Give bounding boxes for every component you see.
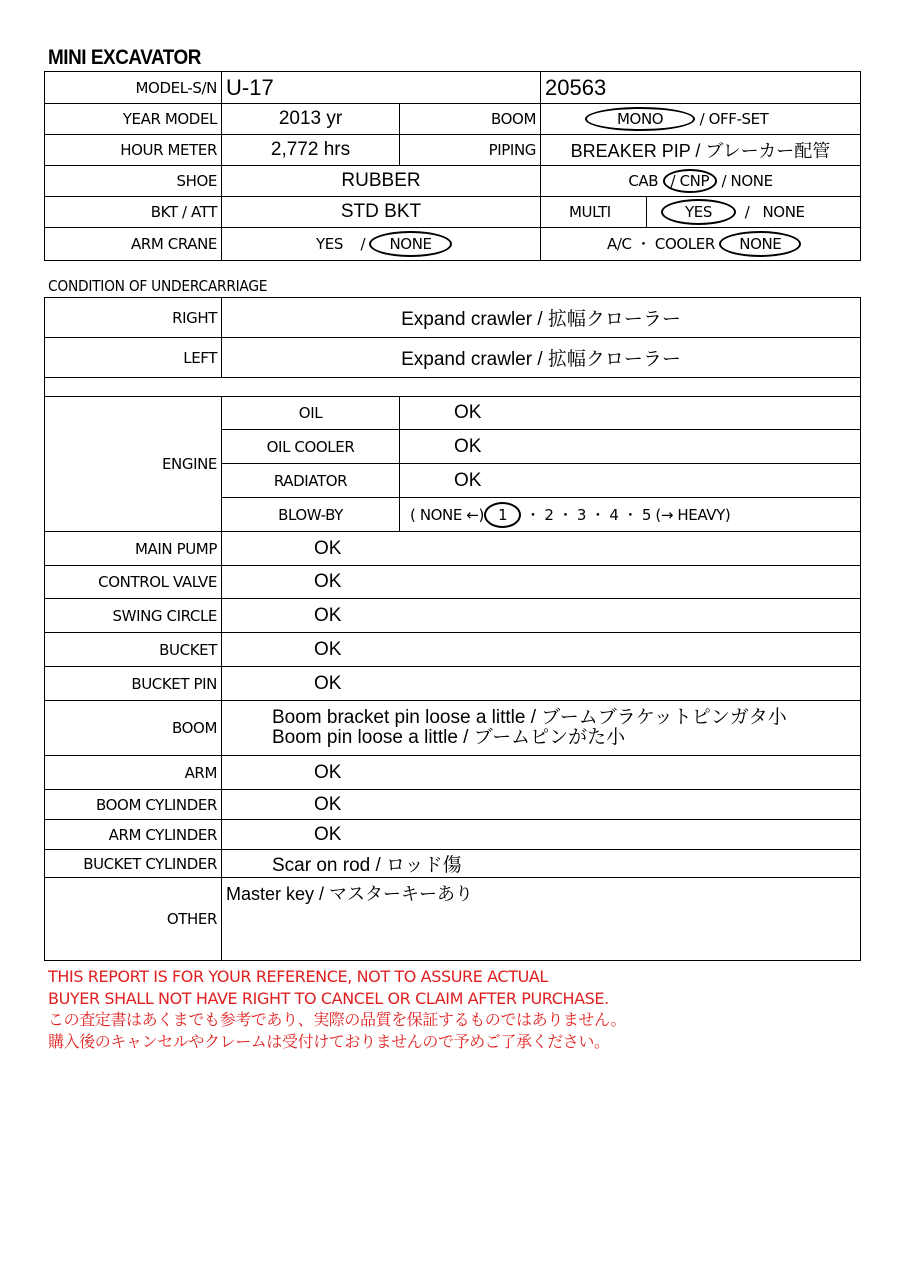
arm-cylinder-label: ARM CYLINDER [45, 820, 222, 850]
ac-label: A/C ・ COOLER [607, 235, 715, 253]
disclaimer-line-2: BUYER SHALL NOT HAVE RIGHT TO CANCEL OR CLAIM AFTER PURCHASE. [48, 988, 609, 1008]
bucket-pin-label: BUCKET PIN [45, 667, 222, 701]
main-pump-label: MAIN PUMP [45, 532, 222, 566]
arm-crane-sep: / [360, 235, 366, 253]
ac-none-selected: NONE [719, 231, 801, 257]
bkt-label: BKT / ATT [45, 197, 222, 228]
piping-label: PIPING [400, 135, 541, 166]
boom-label: BOOM [45, 701, 222, 756]
oil-label: OIL [222, 397, 400, 430]
cab-option: CAB [628, 172, 659, 190]
disclaimer [48, 966, 626, 1052]
blowby-rest: ・ 2 ・ 3 ・ 4 ・ 5 (→ HEAVY) [525, 505, 731, 524]
other-value: Master key / マスターキーあり [222, 878, 861, 961]
boom-type-label: BOOM [400, 104, 541, 135]
cab-options [541, 166, 861, 197]
arm-crane-yes-option: YES [316, 235, 343, 253]
arm-crane-label: ARM CRANE [45, 228, 222, 261]
arm-value: OK [222, 756, 861, 790]
boom-notes [222, 701, 861, 756]
oil-cooler-value: OK [400, 430, 861, 464]
bkt-value: STD BKT [222, 197, 541, 228]
oil-cooler-label: OIL COOLER [222, 430, 400, 464]
boom-note-1: Boom bracket pin loose a little / ブームブラケットピンガタ小 [272, 707, 787, 728]
boom-type-options [541, 104, 861, 135]
bucket-cylinder-label: BUCKET CYLINDER [45, 850, 222, 878]
spec-table [44, 71, 861, 261]
piping-value: BREAKER PIP / ブレーカー配管 [541, 135, 861, 166]
arm-crane-none-selected: NONE [369, 231, 451, 257]
hour-value: 2,772 hrs [222, 135, 400, 166]
boom-mono-selected: MONO [585, 107, 695, 131]
bucket-label: BUCKET [45, 633, 222, 667]
arm-crane-options [222, 228, 541, 261]
blowby-none: ( NONE ←) [410, 505, 484, 524]
left-value: Expand crawler / 拡幅クローラー [222, 338, 861, 378]
bucket-cylinder-value: Scar on rod / ロッド傷 [222, 850, 861, 878]
condition-table [44, 297, 861, 961]
bucket-pin-value: OK [222, 667, 861, 701]
arm-label: ARM [45, 756, 222, 790]
swing-circle-label: SWING CIRCLE [45, 599, 222, 633]
right-value: Expand crawler / 拡幅クローラー [222, 298, 861, 338]
other-label: OTHER [45, 878, 222, 961]
serial-value: 20563 [541, 72, 861, 104]
disclaimer-line-3: この査定書はあくまでも参考であり、実際の品質を保証するものではありません。 [48, 1010, 627, 1029]
multi-options [647, 197, 861, 228]
shoe-value: RUBBER [222, 166, 541, 197]
disclaimer-line-4: 購入後のキャンセルやクレームは受付けておりませんので予めご了承ください。 [48, 1031, 610, 1051]
arm-cylinder-value: OK [222, 820, 861, 850]
radiator-value: OK [400, 464, 861, 498]
boom-sep: / [699, 110, 705, 128]
year-value: 2013 yr [222, 104, 400, 135]
spacer-row [45, 378, 861, 397]
right-label: RIGHT [45, 298, 222, 338]
ac-options [541, 228, 861, 261]
boom-cylinder-label: BOOM CYLINDER [45, 790, 222, 820]
blowby-label: BLOW-BY [222, 498, 400, 532]
model-label: MODEL-S/N [45, 72, 222, 104]
left-label: LEFT [45, 338, 222, 378]
undercarriage-heading: CONDITION OF UNDERCARRIAGE [48, 277, 268, 295]
multi-yes-selected: YES [661, 199, 736, 225]
swing-circle-value: OK [222, 599, 861, 633]
multi-label: MULTI [541, 197, 647, 228]
cab-none-option: / NONE [721, 172, 773, 190]
cnp-selected: / CNP [663, 169, 718, 193]
engine-label: ENGINE [45, 397, 222, 532]
hour-label: HOUR METER [45, 135, 222, 166]
boom-note-2: Boom pin loose a little / ブームピンがた小 [272, 727, 626, 748]
control-valve-label: CONTROL VALVE [45, 566, 222, 599]
main-pump-value: OK [222, 532, 861, 566]
boom-offset-option: OFF-SET [708, 110, 769, 128]
control-valve-value: OK [222, 566, 861, 599]
blowby-scale [400, 498, 861, 532]
oil-value: OK [400, 397, 861, 430]
page-title: MINI EXCAVATOR [48, 46, 201, 69]
multi-none-option: NONE [762, 203, 805, 221]
model-value: U-17 [222, 72, 541, 104]
disclaimer-line-1: THIS REPORT IS FOR YOUR REFERENCE, NOT TO ASSURE ACTUAL [48, 967, 548, 986]
shoe-label: SHOE [45, 166, 222, 197]
multi-sep: / [744, 203, 750, 221]
radiator-label: RADIATOR [222, 464, 400, 498]
blowby-selected: 1 [484, 502, 521, 528]
year-label: YEAR MODEL [45, 104, 222, 135]
bucket-value: OK [222, 633, 861, 667]
boom-cylinder-value: OK [222, 790, 861, 820]
